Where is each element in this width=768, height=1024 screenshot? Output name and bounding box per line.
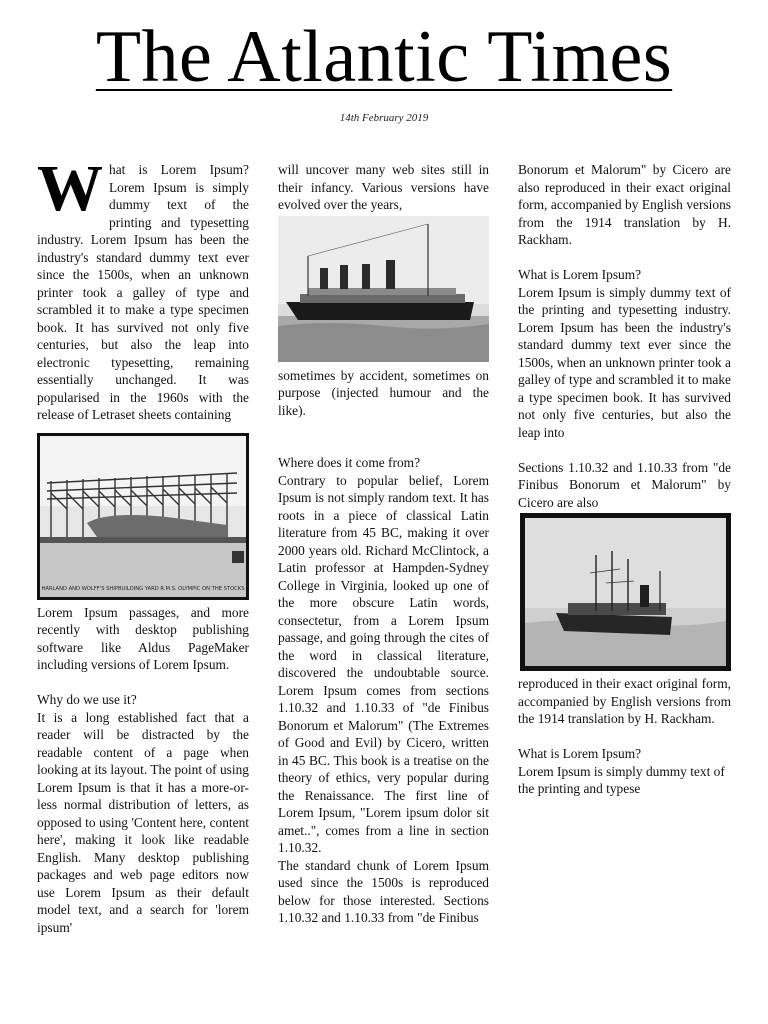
section-heading: Why do we use it? — [37, 692, 137, 707]
article-paragraph: reproduced in their exact original form, accompanied by English versions from the 1914 translation by H. Rackham. — [518, 676, 731, 726]
paragraph-text: hat is Lorem Ipsum? Lorem Ipsum is simply dummy text of the printing and typesetting industry. Lorem Ipsum has been the industry's standard dummy text ever since the 1500s, when an unknown printer took a galley of type and scrambled it to make a type specimen book. It has survived not only five centuries, but also the leap into electronic typesetting, remaining essentially unchanged. It was popularised in the 1960s with the release of Letraset sheets containing — [37, 162, 249, 422]
photo-caption: HARLAND AND WOLFF'S SHIPBUILDING YARD R.M.S. OLYMPIC ON THE STOCKS — [41, 585, 245, 592]
shipyard-photo — [37, 433, 249, 600]
article-paragraph: sometimes by accident, sometimes on purpose (injected humour and the like). — [278, 367, 489, 418]
article-paragraph: The standard chunk of Lorem Ipsum used since the 1500s is reproduced below for those interested. Sections 1.10.32 and 1.10.33 from "de Finibus — [278, 857, 489, 925]
section-heading: What is Lorem Ipsum? — [518, 267, 642, 282]
article-paragraph — [37, 152, 249, 424]
article-paragraph: Lorem Ipsum is simply dummy text of the printing and typesetting industry. Lorem Ipsum has been the industry's standard dummy text ever since the 1500s, when an unknown printer took a galley of type and scrambled it to make a type specimen book. It has survived not only five centuries, but also the leap into — [518, 284, 731, 440]
steamship-photo — [520, 513, 731, 671]
article-paragraph: It is a long established fact that a reader will be distracted by the readable content of a page when looking at its layout. The point of using Lorem Ipsum is that it has a more-or-less normal distribution of letters, as opposed to using 'Content here, content here', making it look like readable English. Many desktop publishing packages and web page editors now use Lorem Ipsum as their default model text, and a search for 'lorem ipsum' — [37, 709, 249, 935]
article-paragraph: Lorem Ipsum passages, and more recently with desktop publishing software like Aldus PageMaker including versions of Lorem Ipsum. — [37, 604, 249, 672]
article-paragraph: Bonorum et Malorum" by Cicero are also reproduced in their exact original form, accompanied by English versions from the 1914 translation by H. Rackham. — [518, 162, 731, 247]
article-paragraph: Sections 1.10.32 and 1.10.33 from "de Finibus Bonorum et Malorum" by Cicero are also — [518, 459, 731, 510]
column-3 — [518, 161, 731, 798]
article-paragraph: Lorem Ipsum is simply dummy text of the printing and typese — [518, 763, 725, 796]
ocean-liner-photo — [278, 216, 489, 362]
masthead-title: The Atlantic Times — [95, 16, 673, 98]
article-paragraph: will uncover many web sites still in their infancy. Various versions have evolved over the years, — [278, 162, 489, 212]
column-2 — [278, 161, 489, 927]
issue-date: 14th February 2019 — [339, 112, 429, 124]
section-heading: Where does it come from? — [278, 455, 421, 470]
article-paragraph: Contrary to popular belief, Lorem Ipsum is not simply random text. It has roots in a piece of classical Latin literature from 45 BC, making it over 2000 years old. Richard McClintock, a Latin professor at Hampden-Sydney College in Virginia, looked up one of the more obscure Latin words, consectetur, from a Lorem Ipsum passage, and going through the cites of the word in classical literature, discovered the undoubtable source. Lorem Ipsum comes from sections 1.10.32 and 1.10.33 of "de Finibus Bonorum et Malorum" (The Extremes of Good and Evil) by Cicero, written in 45 BC. This book is a treatise on the theory of ethics, very popular during the Renaissance. The first line of Lorem Ipsum, "Lorem ipsum dolor sit amet..", comes from a line in section 1.10.32. — [278, 472, 489, 855]
section-heading: What is Lorem Ipsum? — [518, 746, 642, 761]
drop-cap: W — [37, 152, 103, 225]
column-1 — [37, 152, 249, 936]
